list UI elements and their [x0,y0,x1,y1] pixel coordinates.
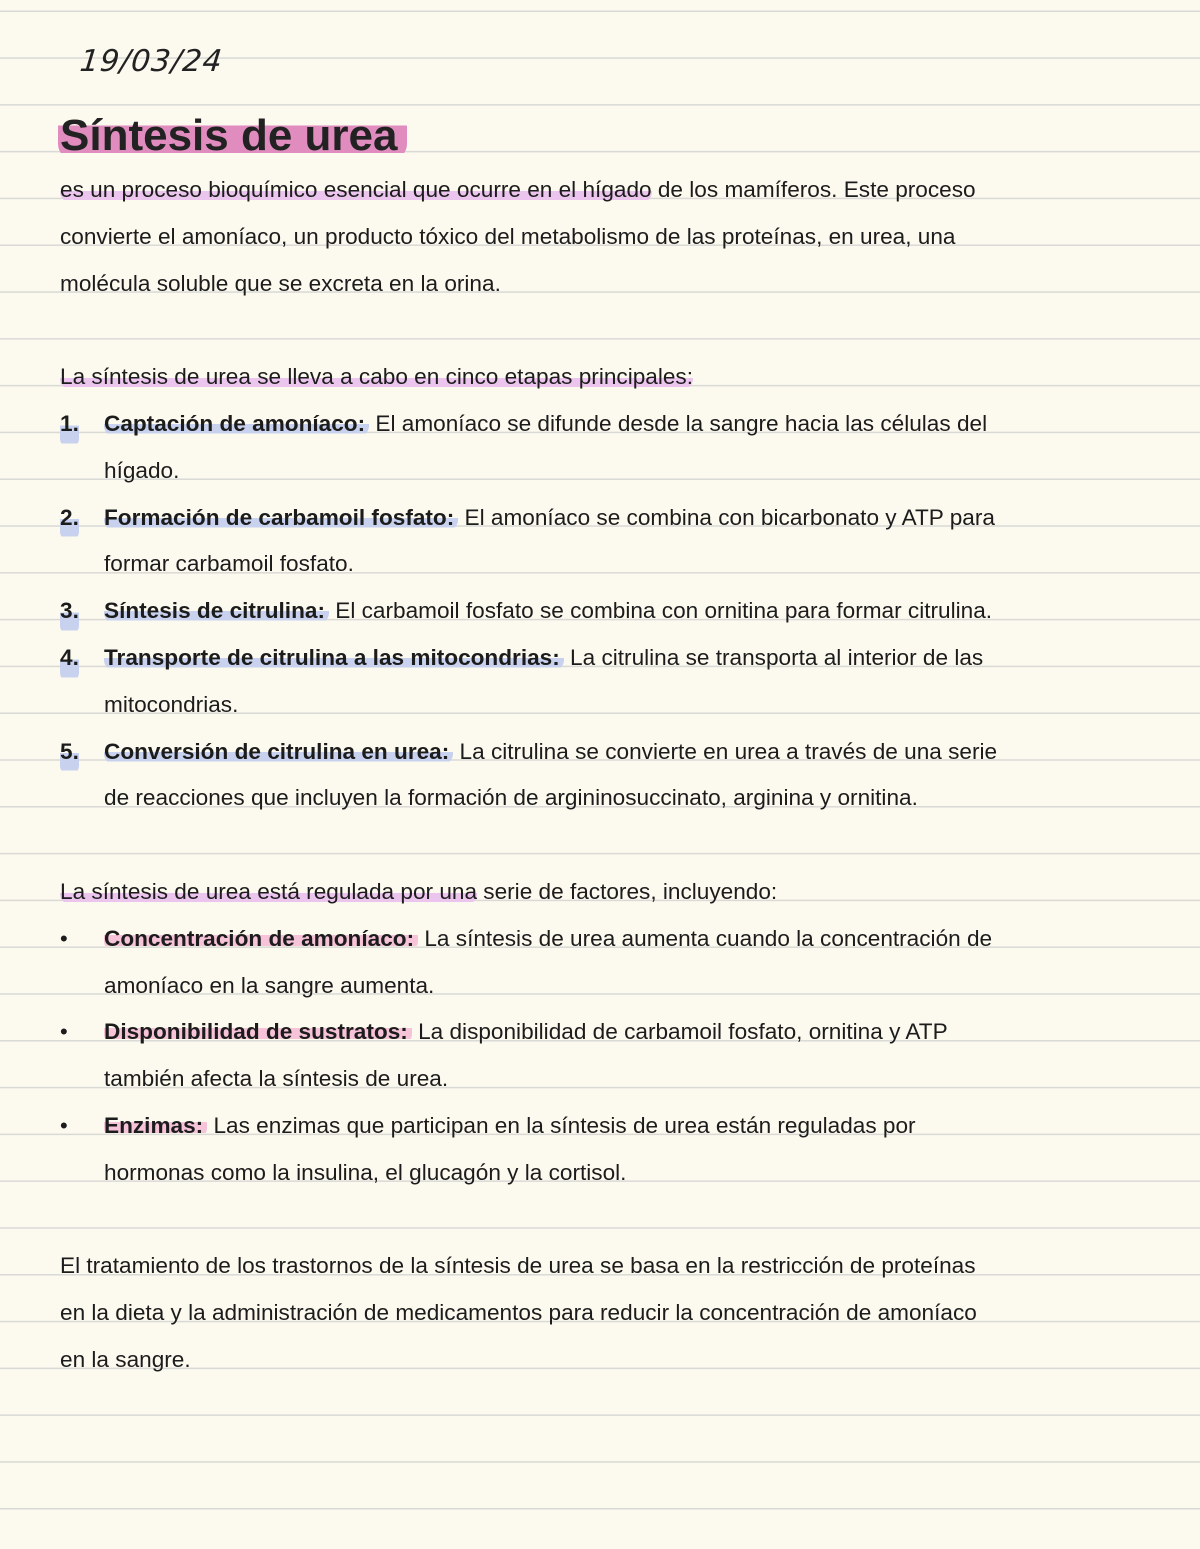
list-item [60,1009,1140,1103]
list-item [60,401,1140,495]
step-line-1 [60,588,1140,635]
intro-line-2: convierte el amoníaco, un producto tóxico del metabolismo de las proteínas, en urea, una [60,223,956,249]
step-line-2: formar carbamoil fosfato. [104,551,354,577]
step-text: La citrulina se transporta al interior de las [563,644,984,670]
treatment-line-1: El tratamiento de los trastornos de la síntesis de urea se basa en la restricción de proteínas [60,1253,976,1279]
step-text: La citrulina se convierte en urea a través de una serie [453,738,998,764]
spacer [60,1197,1140,1244]
note-body [60,167,1140,1384]
intro-line-1 [60,167,1140,214]
step-term: Conversión de citrulina en urea: [104,739,453,764]
factor-line-2: amoníaco en la sangre aumenta. [104,972,435,998]
title-highlight: Síntesis de urea [58,111,407,160]
intro-line-1-rest: de los mamíferos. Este proceso [651,177,976,202]
step-line-2: mitocondrias. [104,691,239,717]
list-item [60,729,1140,823]
factor-term: Concentración de amoníaco: [104,926,418,951]
factors-intro-rest: serie de factores, incluyendo: [477,878,778,904]
step-line-1 [60,495,1140,542]
factor-line-1 [60,916,1140,963]
step-number: 3. [60,588,79,635]
note-date: 19/03/24 [78,44,225,79]
step-term: Formación de carbamoil fosfato: [104,505,458,530]
treatment-line-2: en la dieta y la administración de medicamentos para reducir la concentración de amoníaco [60,1300,977,1326]
step-number: 2. [60,495,79,542]
spacer [60,822,1140,869]
steps-intro [60,354,1140,401]
list-item [60,495,1140,589]
factor-text: La disponibilidad de carbamoil fosfato, ornitina y ATP [411,1019,948,1045]
step-text: El amoníaco se difunde desde la sangre hacia las células del [369,410,988,436]
list-item [60,1103,1140,1197]
factor-text: La síntesis de urea aumenta cuando la concentración de [418,925,993,951]
list-item [60,588,1140,635]
steps-intro-highlight: La síntesis de urea se lleva a cabo en cinco etapas principales: [60,364,694,390]
step-line-1 [60,729,1140,776]
step-term: Captación de amoníaco: [104,411,369,436]
factors-intro-highlight: La síntesis de urea está regulada por una [60,878,478,904]
factor-term: Enzimas: [104,1113,207,1138]
step-number: 4. [60,635,79,682]
step-text: El amoníaco se combina con bicarbonato y ATP para [458,504,995,530]
step-term: Transporte de citrulina a las mitocondrias: [104,645,564,670]
intro-line-3: molécula soluble que se excreta en la orina. [60,270,501,296]
step-text: El carbamoil fosfato se combina con ornitina para formar citrulina. [328,598,993,624]
list-item [60,916,1140,1010]
factor-term: Disponibilidad de sustratos: [104,1019,412,1044]
bullet-icon: • [60,1112,68,1138]
step-line-1 [60,401,1140,448]
bullet-icon: • [60,925,68,951]
bullet-icon: • [60,1019,68,1045]
spacer [60,307,1140,354]
step-line-1 [60,635,1140,682]
step-line-2: de reacciones que incluyen la formación de argininosuccinato, arginina y ornitina. [104,785,918,811]
treatment-line-3: en la sangre. [60,1346,191,1372]
factors-list [60,916,1140,1197]
step-line-2: hígado. [104,457,180,483]
factors-intro [60,869,1140,916]
steps-list [60,401,1140,822]
factor-line-2: también afecta la síntesis de urea. [104,1066,449,1092]
note-title [58,106,407,166]
step-number: 1. [60,401,79,448]
factor-line-1 [60,1103,1140,1150]
intro-highlight: es un proceso bioquímico esencial que ocurre en el hígado [60,177,652,202]
factor-line-2: hormonas como la insulina, el glucagón y la cortisol. [104,1159,627,1185]
list-item [60,635,1140,729]
step-term: Síntesis de citrulina: [104,598,329,623]
step-number: 5. [60,729,79,776]
factor-line-1 [60,1009,1140,1056]
factor-text: Las enzimas que participan en la síntesis de urea están reguladas por [207,1112,916,1138]
